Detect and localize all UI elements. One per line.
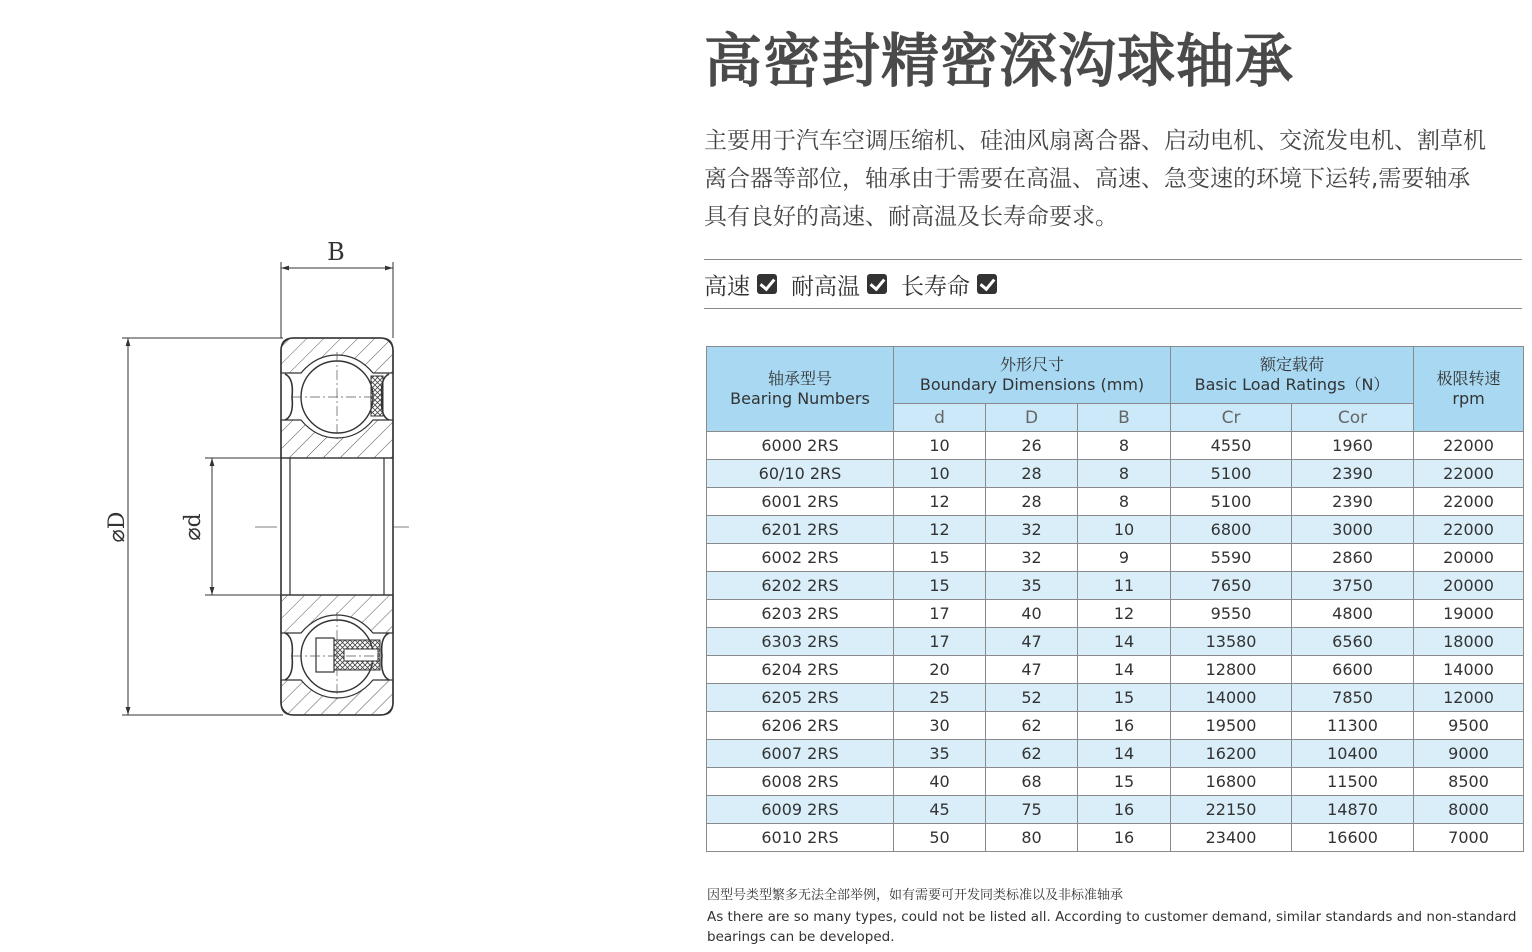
- cell-width-B: 16: [1078, 824, 1171, 852]
- cell-load-Cor: 3000: [1292, 516, 1414, 544]
- note-chinese: 因型号类型繁多无法全部举例，如有需要可开发同类标准以及非标准轴承: [707, 888, 1124, 903]
- cell-bearing-number: 6002 2RS: [707, 544, 894, 572]
- cell-load-Cr: 19500: [1171, 712, 1292, 740]
- cell-load-Cor: 11300: [1292, 712, 1414, 740]
- cell-bearing-number: 6203 2RS: [707, 600, 894, 628]
- cell-outer-D: 26: [986, 432, 1078, 460]
- cell-width-B: 9: [1078, 544, 1171, 572]
- cell-width-B: 16: [1078, 796, 1171, 824]
- cell-load-Cr: 13580: [1171, 628, 1292, 656]
- cell-outer-D: 47: [986, 656, 1078, 684]
- table-row: [707, 600, 1524, 628]
- cell-bore-d: 50: [894, 824, 986, 852]
- page-title: 高密封精密深沟球轴承: [704, 27, 1295, 95]
- feature-high-speed: [704, 268, 777, 301]
- cell-outer-D: 40: [986, 600, 1078, 628]
- cell-load-Cor: 2860: [1292, 544, 1414, 572]
- cell-width-B: 8: [1078, 432, 1171, 460]
- cell-speed-rpm: 19000: [1414, 600, 1524, 628]
- cell-outer-D: 32: [986, 544, 1078, 572]
- cell-load-Cr: 5100: [1171, 488, 1292, 516]
- table-row: [707, 656, 1524, 684]
- cell-width-B: 11: [1078, 572, 1171, 600]
- checkbox-icon: [977, 274, 997, 294]
- cell-bearing-number: 6001 2RS: [707, 488, 894, 516]
- cell-bore-d: 17: [894, 600, 986, 628]
- cell-bearing-number: 6202 2RS: [707, 572, 894, 600]
- table-row: [707, 712, 1524, 740]
- cell-load-Cor: 16600: [1292, 824, 1414, 852]
- cell-outer-D: 52: [986, 684, 1078, 712]
- cell-outer-D: 35: [986, 572, 1078, 600]
- cell-load-Cr: 16200: [1171, 740, 1292, 768]
- checkbox-icon: [757, 274, 777, 294]
- bearing-cross-section-drawing: [0, 0, 700, 952]
- header-Cr: Cr: [1171, 404, 1292, 432]
- cell-bearing-number: 6204 2RS: [707, 656, 894, 684]
- table-row: [707, 572, 1524, 600]
- description-line: 离合器等部位，轴承由于需要在高温、高速、急变速的环境下运转,需要轴承: [704, 166, 1471, 192]
- cell-width-B: 10: [1078, 516, 1171, 544]
- cell-load-Cor: 2390: [1292, 460, 1414, 488]
- cell-width-B: 14: [1078, 656, 1171, 684]
- cell-width-B: 8: [1078, 460, 1171, 488]
- cell-bore-d: 17: [894, 628, 986, 656]
- cell-load-Cr: 5590: [1171, 544, 1292, 572]
- cell-speed-rpm: 12000: [1414, 684, 1524, 712]
- header-bearing-numbers: 轴承型号 Bearing Numbers: [707, 347, 894, 432]
- header-speed-limit: 极限转速 rpm: [1414, 347, 1524, 432]
- cell-load-Cor: 2390: [1292, 488, 1414, 516]
- cell-speed-rpm: 7000: [1414, 824, 1524, 852]
- cell-load-Cor: 1960: [1292, 432, 1414, 460]
- table-row: [707, 432, 1524, 460]
- table-row: [707, 488, 1524, 516]
- cell-width-B: 12: [1078, 600, 1171, 628]
- header-D: D: [986, 404, 1078, 432]
- cell-bore-d: 15: [894, 572, 986, 600]
- cell-load-Cor: 3750: [1292, 572, 1414, 600]
- cell-load-Cr: 23400: [1171, 824, 1292, 852]
- cell-bearing-number: 6205 2RS: [707, 684, 894, 712]
- cell-bearing-number: 6007 2RS: [707, 740, 894, 768]
- cell-width-B: 15: [1078, 684, 1171, 712]
- cell-speed-rpm: 20000: [1414, 572, 1524, 600]
- cell-bore-d: 12: [894, 516, 986, 544]
- label-D: ⌀D: [105, 511, 130, 543]
- cell-bore-d: 35: [894, 740, 986, 768]
- header-d: d: [894, 404, 986, 432]
- cell-bore-d: 25: [894, 684, 986, 712]
- cell-bore-d: 40: [894, 768, 986, 796]
- feature-label: 长寿命: [901, 273, 970, 300]
- cell-bearing-number: 60/10 2RS: [707, 460, 894, 488]
- cell-speed-rpm: 22000: [1414, 516, 1524, 544]
- cell-speed-rpm: 22000: [1414, 460, 1524, 488]
- cell-bearing-number: 6206 2RS: [707, 712, 894, 740]
- cell-speed-rpm: 14000: [1414, 656, 1524, 684]
- cell-speed-rpm: 22000: [1414, 488, 1524, 516]
- feature-label: 高速: [704, 273, 750, 300]
- table-row: [707, 516, 1524, 544]
- cell-bearing-number: 6303 2RS: [707, 628, 894, 656]
- cell-speed-rpm: 8500: [1414, 768, 1524, 796]
- cell-width-B: 14: [1078, 628, 1171, 656]
- cell-load-Cor: 11500: [1292, 768, 1414, 796]
- table-row: [707, 796, 1524, 824]
- cell-outer-D: 62: [986, 712, 1078, 740]
- feature-heat-resistant: [791, 268, 887, 301]
- cell-width-B: 15: [1078, 768, 1171, 796]
- cell-bore-d: 20: [894, 656, 986, 684]
- product-description: [704, 122, 1528, 236]
- cell-speed-rpm: 9500: [1414, 712, 1524, 740]
- cell-load-Cor: 14870: [1292, 796, 1414, 824]
- header-B: B: [1078, 404, 1171, 432]
- cell-outer-D: 75: [986, 796, 1078, 824]
- cell-bore-d: 12: [894, 488, 986, 516]
- cell-width-B: 8: [1078, 488, 1171, 516]
- feature-bar: [704, 259, 1522, 309]
- table-row: [707, 684, 1524, 712]
- cell-load-Cr: 22150: [1171, 796, 1292, 824]
- cell-load-Cr: 16800: [1171, 768, 1292, 796]
- cell-bore-d: 15: [894, 544, 986, 572]
- cell-bearing-number: 6010 2RS: [707, 824, 894, 852]
- specification-table: [706, 346, 1524, 852]
- cell-load-Cor: 6600: [1292, 656, 1414, 684]
- cell-bore-d: 10: [894, 432, 986, 460]
- cell-outer-D: 47: [986, 628, 1078, 656]
- checkbox-icon: [867, 274, 887, 294]
- cell-speed-rpm: 9000: [1414, 740, 1524, 768]
- cell-outer-D: 28: [986, 488, 1078, 516]
- header-boundary-dimensions: 外形尺寸 Boundary Dimensions (mm): [894, 347, 1171, 404]
- label-B: B: [327, 238, 345, 266]
- cell-bearing-number: 6008 2RS: [707, 768, 894, 796]
- table-row: [707, 824, 1524, 852]
- cell-bore-d: 30: [894, 712, 986, 740]
- note-english: As there are so many types, could not be listed all. According to customer demand, similar standards and non-standard bearings can be developed.: [707, 909, 1517, 945]
- cell-load-Cr: 12800: [1171, 656, 1292, 684]
- dimension-d: [181, 458, 290, 595]
- cell-outer-D: 68: [986, 768, 1078, 796]
- cell-outer-D: 28: [986, 460, 1078, 488]
- cell-load-Cor: 4800: [1292, 600, 1414, 628]
- table-row: [707, 544, 1524, 572]
- cell-load-Cr: 14000: [1171, 684, 1292, 712]
- cell-outer-D: 80: [986, 824, 1078, 852]
- cell-bearing-number: 6009 2RS: [707, 796, 894, 824]
- cell-outer-D: 62: [986, 740, 1078, 768]
- cell-load-Cor: 6560: [1292, 628, 1414, 656]
- cell-load-Cr: 5100: [1171, 460, 1292, 488]
- cell-load-Cor: 10400: [1292, 740, 1414, 768]
- table-row: [707, 740, 1524, 768]
- cell-speed-rpm: 20000: [1414, 544, 1524, 572]
- cell-width-B: 16: [1078, 712, 1171, 740]
- cell-outer-D: 32: [986, 516, 1078, 544]
- cell-load-Cr: 6800: [1171, 516, 1292, 544]
- cell-speed-rpm: 8000: [1414, 796, 1524, 824]
- table-row: [707, 628, 1524, 656]
- header-Cor: Cor: [1292, 404, 1414, 432]
- cell-bore-d: 45: [894, 796, 986, 824]
- feature-long-life: [901, 268, 997, 301]
- cell-speed-rpm: 18000: [1414, 628, 1524, 656]
- cell-load-Cr: 9550: [1171, 600, 1292, 628]
- cell-width-B: 14: [1078, 740, 1171, 768]
- table-row: [707, 460, 1524, 488]
- cell-load-Cr: 7650: [1171, 572, 1292, 600]
- cell-bearing-number: 6000 2RS: [707, 432, 894, 460]
- label-d: ⌀d: [181, 513, 206, 541]
- cell-bearing-number: 6201 2RS: [707, 516, 894, 544]
- description-line: 具有良好的高速、耐高温及长寿命要求。: [704, 204, 1118, 230]
- cell-speed-rpm: 22000: [1414, 432, 1524, 460]
- dimension-B: [281, 238, 393, 338]
- cell-load-Cr: 4550: [1171, 432, 1292, 460]
- header-load-ratings: 额定载荷 Basic Load Ratings（N）: [1171, 347, 1414, 404]
- description-line: 主要用于汽车空调压缩机、硅油风扇离合器、启动电机、交流发电机、割草机: [704, 128, 1486, 154]
- table-row: [707, 768, 1524, 796]
- cell-load-Cor: 7850: [1292, 684, 1414, 712]
- feature-label: 耐高温: [791, 273, 860, 300]
- cell-bore-d: 10: [894, 460, 986, 488]
